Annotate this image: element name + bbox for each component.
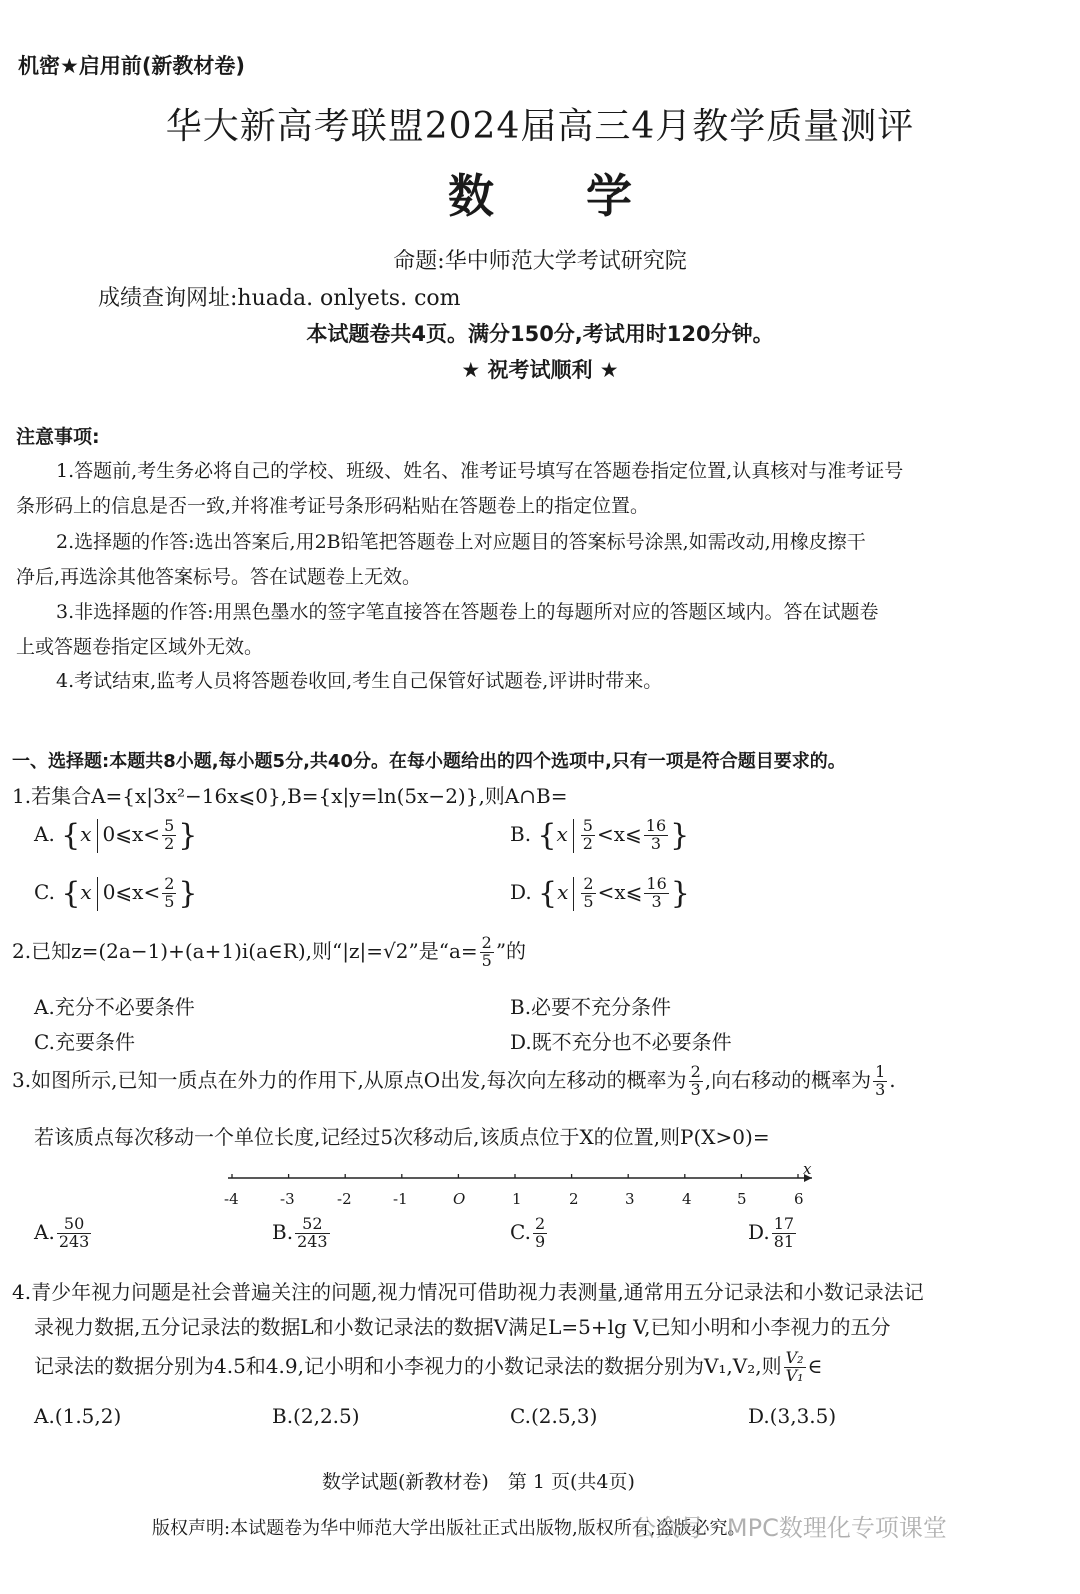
tick-label: -1: [393, 1190, 408, 1208]
set-cond: <x⩽: [596, 822, 642, 846]
tick-label: -3: [280, 1190, 295, 1208]
set-var: x: [557, 880, 569, 904]
frac-num: 16: [645, 816, 667, 836]
notice-line: 条形码上的信息是否一致,并将准考证号条形码粘贴在答题卷上的指定位置。: [16, 495, 650, 517]
option-label: C.: [34, 880, 55, 904]
watermark: 公众号 · MPC数理化专项课堂: [632, 1514, 947, 1542]
frac-den: 81: [773, 1231, 795, 1251]
tick-label: 5: [737, 1190, 747, 1208]
option-label: C.: [510, 1219, 531, 1244]
q4-option-d[interactable]: D.(3,3.5): [748, 1404, 837, 1428]
number-line: [220, 1160, 820, 1190]
copyright-notice: 版权声明:本试题卷为华中师范大学出版社正式出版物,版权所有,盗版必究。: [152, 1518, 746, 1539]
q4-option-a[interactable]: A.(1.5,2): [34, 1404, 122, 1428]
section-heading: 一、选择题:本题共8小题,每小题5分,共40分。在每小题给出的四个选项中,只有一项是符合题目要求的。: [12, 751, 846, 772]
q3-option-a[interactable]: [34, 1216, 93, 1251]
set-var: x: [80, 880, 92, 904]
frac-den: 3: [650, 834, 662, 853]
q3-option-c[interactable]: [510, 1216, 549, 1251]
q1-option-b[interactable]: B. {x $\frac{5}{2}$ <x⩽ $\frac{16}{3}$ }: [510, 816, 690, 853]
q4-option-b[interactable]: B.(2,2.5): [272, 1404, 360, 1428]
option-label: B.: [510, 822, 532, 846]
frac-num: 5: [164, 816, 175, 836]
frac-num: 1: [875, 1062, 886, 1082]
frac-num: 2: [481, 933, 492, 953]
notice-line: 3.非选择题的作答:用黑色墨水的签字笔直接答在答题卷上的每题所对应的答题区域内。答在试题卷: [56, 601, 879, 623]
set-var: x: [556, 822, 568, 846]
subject-title: 数 学: [448, 169, 632, 223]
frac-den: 2: [164, 834, 175, 853]
author-line: 命题:华中师范大学考试研究院: [393, 249, 687, 274]
notice-line: 上或答题卷指定区域外无效。: [16, 636, 264, 658]
set-cond: <x⩽: [597, 880, 643, 904]
q2-option-d[interactable]: D.既不充分也不必要条件: [510, 1030, 732, 1054]
page-footer: 数学试题(新教材卷) 第 1 页(共4页): [322, 1471, 635, 1493]
option-label: B.: [272, 1219, 294, 1244]
tick-label: -2: [337, 1190, 352, 1208]
good-luck: ★ 祝考试顺利 ★: [461, 358, 619, 382]
frac-num: 2: [583, 874, 594, 894]
q3-stem-2: 若该质点每次移动一个单位长度,记经过5次移动后,该质点位于X的位置,则P(X>0)=: [34, 1125, 770, 1149]
frac-den: V₁: [785, 1366, 804, 1385]
frac-num: 5: [582, 816, 593, 836]
notice-line: 1.答题前,考生务必将自己的学校、班级、姓名、准考证号填写在答题卷指定位置,认真核对与准考证号: [56, 460, 904, 482]
q4-line-1: 4.青少年视力问题是社会普遍关注的问题,视力情况可借助视力表测量,通常用五分记录法和小数记录法记: [12, 1280, 924, 1304]
exam-title: 华大新高考联盟2024届高三4月教学质量测评: [165, 106, 915, 147]
set-cond: 0⩽x<: [102, 880, 161, 904]
frac-den: 3: [875, 1080, 886, 1099]
q4-line-3a: 记录法的数据分别为4.5和4.9,记小明和小李视力的小数记录法的数据分别为V₁,V₂,则: [34, 1354, 782, 1378]
q2-option-c[interactable]: C.充要条件: [34, 1030, 135, 1054]
q2-stem-a: 2.已知z=(2a−1)+(a+1)i(a∈R),则“|z|=√2”是“a=: [12, 939, 478, 963]
notice-heading: 注意事项:: [16, 426, 100, 448]
option-label: A.: [34, 822, 55, 846]
tick-label: 4: [682, 1190, 692, 1208]
frac-den: 9: [534, 1231, 546, 1251]
tick-label: 2: [569, 1190, 579, 1208]
frac-num: 2: [164, 874, 175, 894]
q3-stem-1a: 3.如图所示,已知一质点在外力的作用下,从原点O出发,每次向左移动的概率为: [12, 1068, 687, 1092]
q2-option-b[interactable]: B.必要不充分条件: [510, 995, 672, 1019]
q3-stem-1: [12, 1064, 896, 1099]
q1-option-d[interactable]: D. {x $\frac{2}{5}$ <x⩽ $\frac{16}{3}$ }: [510, 874, 690, 911]
frac-num: 16: [646, 874, 667, 894]
frac-num: 2: [690, 1062, 701, 1082]
q2-stem: [12, 935, 526, 970]
frac-den: 3: [690, 1080, 701, 1099]
notice-line: 2.选择题的作答:选出答案后,用2B铅笔把答题卷上对应题目的答案标号涂黑,如需改动,用橡皮擦干: [56, 531, 866, 553]
option-label: D.: [748, 1219, 770, 1244]
frac-num: 52: [295, 1216, 330, 1234]
q3-stem-1c: .: [889, 1068, 896, 1092]
notice-line: 净后,再选涂其他答案标号。答在试题卷上无效。: [16, 566, 422, 588]
q4-line-2: 录视力数据,五分记录法的数据L和小数记录法的数据V满足L=5+lg V,已知小明和小李视力的五分: [34, 1315, 891, 1339]
tick-label-origin: O: [453, 1190, 466, 1208]
frac-num: 50: [57, 1216, 92, 1234]
q3-option-b[interactable]: [272, 1216, 332, 1251]
exam-info: 本试题卷共4页。满分150分,考试用时120分钟。: [306, 322, 774, 346]
tick-label: -4: [224, 1190, 239, 1208]
set-cond: 0⩽x<: [102, 822, 161, 846]
frac-den: 2: [582, 834, 593, 853]
frac-den: 243: [58, 1231, 90, 1251]
q2-option-a[interactable]: A.充分不必要条件: [34, 995, 195, 1019]
set-var: x: [80, 822, 92, 846]
tick-label: 1: [512, 1190, 522, 1208]
q4-line-3: [34, 1350, 822, 1385]
frac-num: 2: [534, 1214, 546, 1233]
website-line[interactable]: 成绩查询网址:huada. onlyets. com: [98, 286, 461, 311]
q4-option-c[interactable]: C.(2.5,3): [510, 1404, 598, 1428]
frac-num: V₂: [785, 1348, 804, 1368]
option-label: D.: [510, 880, 532, 904]
frac-den: 243: [297, 1231, 328, 1251]
q3-stem-1b: ,向右移动的概率为: [704, 1068, 872, 1092]
confidential-label: 机密★启用前(新教材卷): [18, 54, 246, 78]
q3-option-d[interactable]: [748, 1216, 798, 1251]
q2-stem-b: ”的: [495, 939, 527, 963]
frac-den: 3: [651, 892, 662, 911]
q1-option-a[interactable]: A. {x 0⩽x< $\frac{5}{2}$ }: [34, 816, 198, 853]
option-label: A.: [34, 1219, 55, 1244]
frac-den: 5: [164, 892, 175, 911]
tick-label: 3: [625, 1190, 635, 1208]
tick-label: 6: [794, 1190, 804, 1208]
frac-den: 5: [583, 892, 594, 911]
frac-num: 17: [773, 1214, 795, 1233]
notice-line: 4.考试结束,监考人员将答题卷收回,考生自己保管好试题卷,评讲时带来。: [56, 670, 663, 692]
axis-label: x: [803, 1160, 812, 1178]
q1-stem: 1.若集合A={x|3x²−16x⩽0},B={x|y=ln(5x−2)},则A∩B=: [12, 784, 568, 808]
q4-line-3b: ∈: [807, 1354, 823, 1378]
q1-option-c[interactable]: C. {x 0⩽x< $\frac{2}{5}$ }: [34, 874, 198, 911]
frac-den: 5: [481, 951, 492, 970]
